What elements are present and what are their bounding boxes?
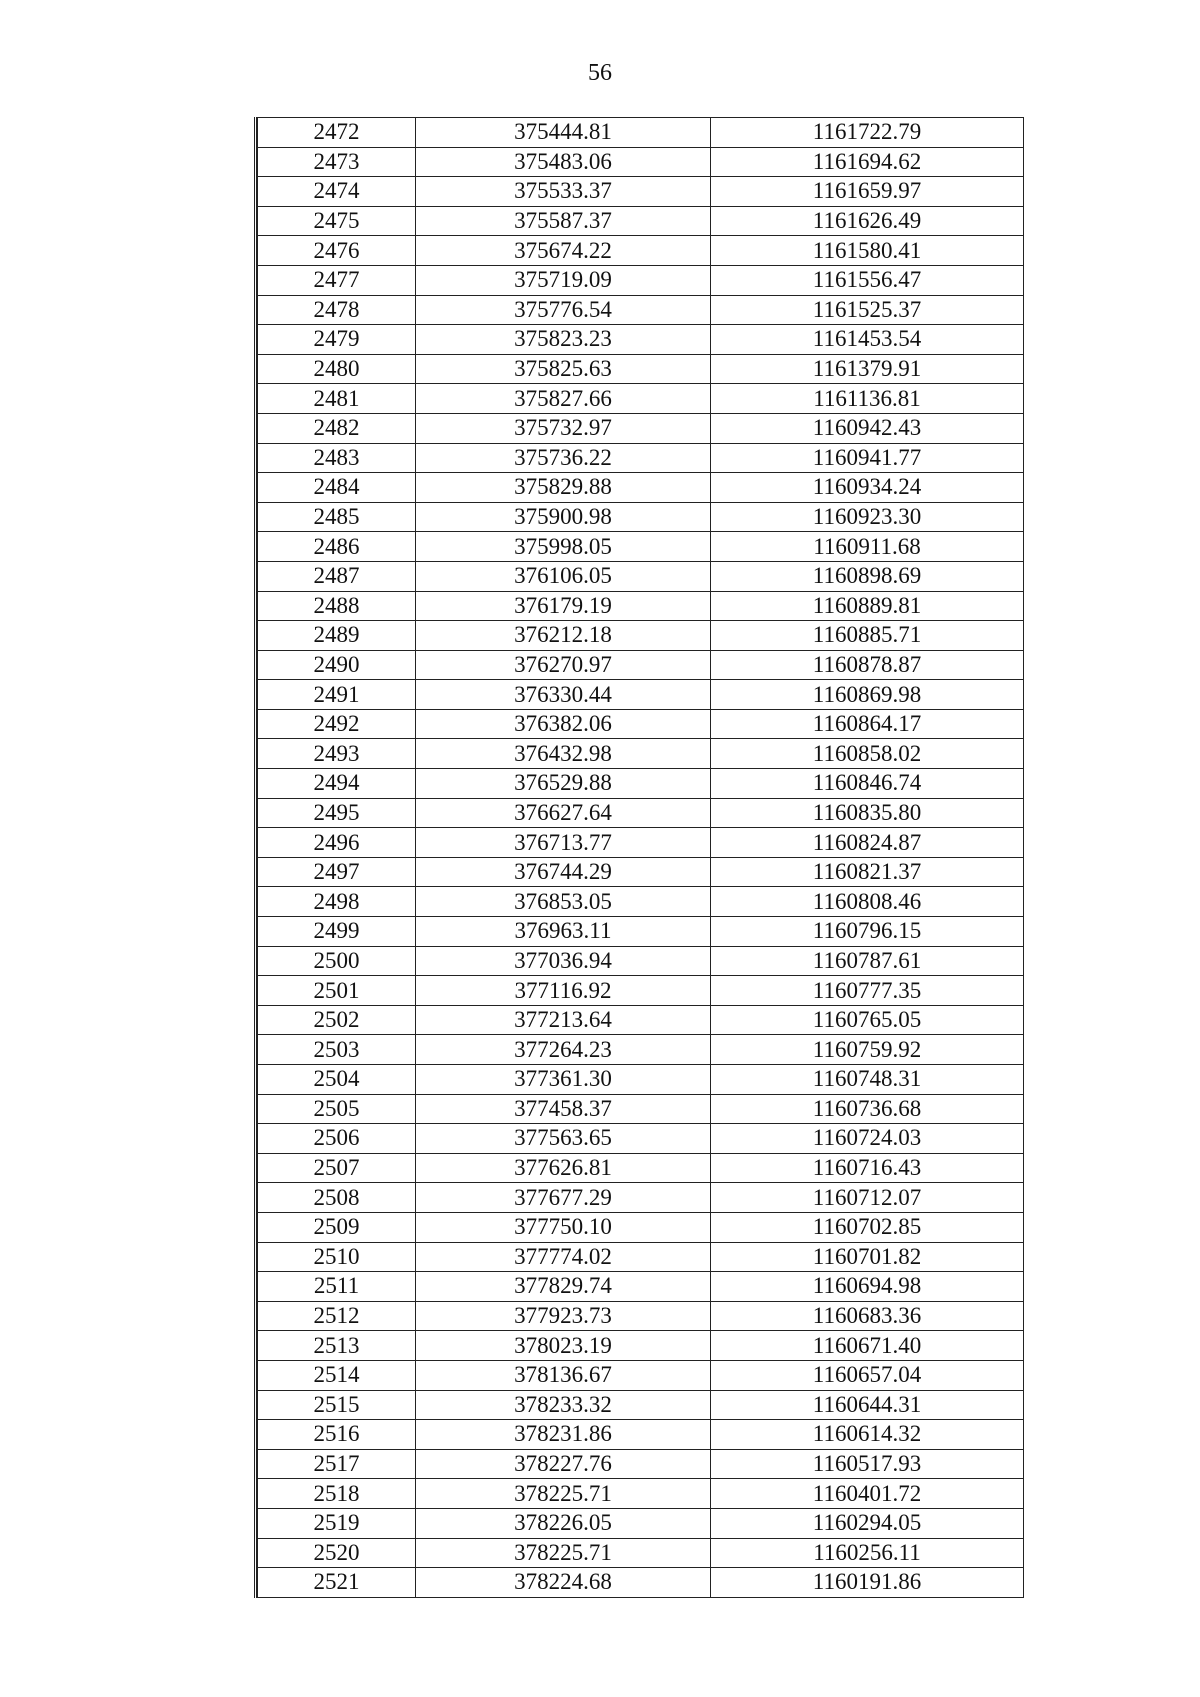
y-coordinate-cell: 1160808.46 bbox=[711, 887, 1024, 917]
table-row bbox=[258, 473, 1024, 503]
x-coordinate-cell: 375827.66 bbox=[416, 384, 711, 414]
point-number-cell: 2495 bbox=[258, 798, 416, 828]
table-row bbox=[258, 621, 1024, 651]
x-coordinate-cell: 375587.37 bbox=[416, 206, 711, 236]
point-number-cell: 2518 bbox=[258, 1479, 416, 1509]
point-number-cell: 2477 bbox=[258, 265, 416, 295]
y-coordinate-cell: 1160191.86 bbox=[711, 1568, 1024, 1598]
x-coordinate-cell: 375900.98 bbox=[416, 502, 711, 532]
table-row bbox=[258, 739, 1024, 769]
y-coordinate-cell: 1161626.49 bbox=[711, 206, 1024, 236]
point-number-cell: 2490 bbox=[258, 650, 416, 680]
x-coordinate-cell: 376744.29 bbox=[416, 857, 711, 887]
y-coordinate-cell: 1160911.68 bbox=[711, 532, 1024, 562]
table-row bbox=[258, 384, 1024, 414]
table-row bbox=[258, 709, 1024, 739]
y-coordinate-cell: 1160712.07 bbox=[711, 1183, 1024, 1213]
y-coordinate-cell: 1160294.05 bbox=[711, 1508, 1024, 1538]
point-number-cell: 2489 bbox=[258, 621, 416, 651]
table-row bbox=[258, 591, 1024, 621]
y-coordinate-cell: 1161659.97 bbox=[711, 177, 1024, 207]
coordinates-table bbox=[257, 117, 1024, 1598]
y-coordinate-cell: 1160517.93 bbox=[711, 1449, 1024, 1479]
table-row bbox=[258, 561, 1024, 591]
y-coordinate-cell: 1160787.61 bbox=[711, 946, 1024, 976]
point-number-cell: 2484 bbox=[258, 473, 416, 503]
x-coordinate-cell: 377458.37 bbox=[416, 1094, 711, 1124]
point-number-cell: 2474 bbox=[258, 177, 416, 207]
point-number-cell: 2508 bbox=[258, 1183, 416, 1213]
x-coordinate-cell: 375823.23 bbox=[416, 325, 711, 355]
table-row bbox=[258, 1212, 1024, 1242]
point-number-cell: 2494 bbox=[258, 769, 416, 799]
table-row bbox=[258, 680, 1024, 710]
x-coordinate-cell: 377116.92 bbox=[416, 976, 711, 1006]
point-number-cell: 2513 bbox=[258, 1331, 416, 1361]
page-number: 56 bbox=[588, 60, 612, 86]
point-number-cell: 2519 bbox=[258, 1508, 416, 1538]
coordinates-table-wrapper bbox=[254, 117, 1023, 1598]
point-number-cell: 2475 bbox=[258, 206, 416, 236]
point-number-cell: 2497 bbox=[258, 857, 416, 887]
point-number-cell: 2505 bbox=[258, 1094, 416, 1124]
y-coordinate-cell: 1160885.71 bbox=[711, 621, 1024, 651]
x-coordinate-cell: 375483.06 bbox=[416, 147, 711, 177]
point-number-cell: 2514 bbox=[258, 1360, 416, 1390]
y-coordinate-cell: 1160941.77 bbox=[711, 443, 1024, 473]
y-coordinate-cell: 1160824.87 bbox=[711, 828, 1024, 858]
y-coordinate-cell: 1160846.74 bbox=[711, 769, 1024, 799]
table-row bbox=[258, 1449, 1024, 1479]
x-coordinate-cell: 375829.88 bbox=[416, 473, 711, 503]
table-row bbox=[258, 1508, 1024, 1538]
y-coordinate-cell: 1160701.82 bbox=[711, 1242, 1024, 1272]
point-number-cell: 2491 bbox=[258, 680, 416, 710]
x-coordinate-cell: 376432.98 bbox=[416, 739, 711, 769]
point-number-cell: 2517 bbox=[258, 1449, 416, 1479]
table-row bbox=[258, 976, 1024, 1006]
point-number-cell: 2472 bbox=[258, 118, 416, 148]
point-number-cell: 2511 bbox=[258, 1272, 416, 1302]
y-coordinate-cell: 1161722.79 bbox=[711, 118, 1024, 148]
y-coordinate-cell: 1160702.85 bbox=[711, 1212, 1024, 1242]
x-coordinate-cell: 377677.29 bbox=[416, 1183, 711, 1213]
table-row bbox=[258, 147, 1024, 177]
x-coordinate-cell: 377213.64 bbox=[416, 1005, 711, 1035]
y-coordinate-cell: 1161556.47 bbox=[711, 265, 1024, 295]
point-number-cell: 2507 bbox=[258, 1153, 416, 1183]
table-row bbox=[258, 1538, 1024, 1568]
x-coordinate-cell: 376330.44 bbox=[416, 680, 711, 710]
x-coordinate-cell: 376963.11 bbox=[416, 917, 711, 947]
point-number-cell: 2478 bbox=[258, 295, 416, 325]
table-row bbox=[258, 1124, 1024, 1154]
y-coordinate-cell: 1160644.31 bbox=[711, 1390, 1024, 1420]
table-row bbox=[258, 1568, 1024, 1598]
y-coordinate-cell: 1160765.05 bbox=[711, 1005, 1024, 1035]
y-coordinate-cell: 1160821.37 bbox=[711, 857, 1024, 887]
table-row bbox=[258, 1360, 1024, 1390]
x-coordinate-cell: 377829.74 bbox=[416, 1272, 711, 1302]
table-row bbox=[258, 325, 1024, 355]
table-row bbox=[258, 769, 1024, 799]
x-coordinate-cell: 378231.86 bbox=[416, 1420, 711, 1450]
x-coordinate-cell: 377923.73 bbox=[416, 1301, 711, 1331]
table-row bbox=[258, 413, 1024, 443]
x-coordinate-cell: 375732.97 bbox=[416, 413, 711, 443]
x-coordinate-cell: 377626.81 bbox=[416, 1153, 711, 1183]
table-row bbox=[258, 295, 1024, 325]
x-coordinate-cell: 376627.64 bbox=[416, 798, 711, 828]
x-coordinate-cell: 376713.77 bbox=[416, 828, 711, 858]
y-coordinate-cell: 1160724.03 bbox=[711, 1124, 1024, 1154]
table-row bbox=[258, 1183, 1024, 1213]
point-number-cell: 2487 bbox=[258, 561, 416, 591]
y-coordinate-cell: 1160736.68 bbox=[711, 1094, 1024, 1124]
x-coordinate-cell: 376270.97 bbox=[416, 650, 711, 680]
table-row bbox=[258, 1094, 1024, 1124]
x-coordinate-cell: 378226.05 bbox=[416, 1508, 711, 1538]
x-coordinate-cell: 376853.05 bbox=[416, 887, 711, 917]
point-number-cell: 2509 bbox=[258, 1212, 416, 1242]
x-coordinate-cell: 378225.71 bbox=[416, 1479, 711, 1509]
table-row bbox=[258, 1301, 1024, 1331]
point-number-cell: 2515 bbox=[258, 1390, 416, 1420]
table-row bbox=[258, 265, 1024, 295]
x-coordinate-cell: 377774.02 bbox=[416, 1242, 711, 1272]
y-coordinate-cell: 1161525.37 bbox=[711, 295, 1024, 325]
x-coordinate-cell: 376212.18 bbox=[416, 621, 711, 651]
point-number-cell: 2481 bbox=[258, 384, 416, 414]
point-number-cell: 2482 bbox=[258, 413, 416, 443]
y-coordinate-cell: 1160858.02 bbox=[711, 739, 1024, 769]
point-number-cell: 2506 bbox=[258, 1124, 416, 1154]
point-number-cell: 2502 bbox=[258, 1005, 416, 1035]
point-number-cell: 2488 bbox=[258, 591, 416, 621]
table-row bbox=[258, 1479, 1024, 1509]
x-coordinate-cell: 378227.76 bbox=[416, 1449, 711, 1479]
y-coordinate-cell: 1161379.91 bbox=[711, 354, 1024, 384]
table-row bbox=[258, 828, 1024, 858]
y-coordinate-cell: 1160796.15 bbox=[711, 917, 1024, 947]
x-coordinate-cell: 378225.71 bbox=[416, 1538, 711, 1568]
table-row bbox=[258, 1242, 1024, 1272]
x-coordinate-cell: 378136.67 bbox=[416, 1360, 711, 1390]
x-coordinate-cell: 375736.22 bbox=[416, 443, 711, 473]
table-row bbox=[258, 1035, 1024, 1065]
x-coordinate-cell: 376179.19 bbox=[416, 591, 711, 621]
y-coordinate-cell: 1160759.92 bbox=[711, 1035, 1024, 1065]
y-coordinate-cell: 1160694.98 bbox=[711, 1272, 1024, 1302]
point-number-cell: 2510 bbox=[258, 1242, 416, 1272]
y-coordinate-cell: 1160864.17 bbox=[711, 709, 1024, 739]
y-coordinate-cell: 1160869.98 bbox=[711, 680, 1024, 710]
x-coordinate-cell: 377563.65 bbox=[416, 1124, 711, 1154]
table-row bbox=[258, 443, 1024, 473]
x-coordinate-cell: 375825.63 bbox=[416, 354, 711, 384]
y-coordinate-cell: 1161580.41 bbox=[711, 236, 1024, 266]
point-number-cell: 2512 bbox=[258, 1301, 416, 1331]
point-number-cell: 2473 bbox=[258, 147, 416, 177]
point-number-cell: 2486 bbox=[258, 532, 416, 562]
table-row bbox=[258, 917, 1024, 947]
x-coordinate-cell: 376106.05 bbox=[416, 561, 711, 591]
table-row bbox=[258, 1272, 1024, 1302]
point-number-cell: 2496 bbox=[258, 828, 416, 858]
table-body bbox=[258, 118, 1024, 1598]
point-number-cell: 2479 bbox=[258, 325, 416, 355]
y-coordinate-cell: 1160835.80 bbox=[711, 798, 1024, 828]
point-number-cell: 2503 bbox=[258, 1035, 416, 1065]
point-number-cell: 2499 bbox=[258, 917, 416, 947]
x-coordinate-cell: 378224.68 bbox=[416, 1568, 711, 1598]
point-number-cell: 2504 bbox=[258, 1065, 416, 1095]
y-coordinate-cell: 1160748.31 bbox=[711, 1065, 1024, 1095]
y-coordinate-cell: 1161694.62 bbox=[711, 147, 1024, 177]
y-coordinate-cell: 1160923.30 bbox=[711, 502, 1024, 532]
table-row bbox=[258, 1420, 1024, 1450]
point-number-cell: 2476 bbox=[258, 236, 416, 266]
table-row bbox=[258, 1390, 1024, 1420]
point-number-cell: 2521 bbox=[258, 1568, 416, 1598]
x-coordinate-cell: 375444.81 bbox=[416, 118, 711, 148]
table-row bbox=[258, 206, 1024, 236]
table-row bbox=[258, 1005, 1024, 1035]
x-coordinate-cell: 375719.09 bbox=[416, 265, 711, 295]
x-coordinate-cell: 376382.06 bbox=[416, 709, 711, 739]
point-number-cell: 2498 bbox=[258, 887, 416, 917]
y-coordinate-cell: 1161136.81 bbox=[711, 384, 1024, 414]
y-coordinate-cell: 1160934.24 bbox=[711, 473, 1024, 503]
x-coordinate-cell: 375533.37 bbox=[416, 177, 711, 207]
table-row bbox=[258, 532, 1024, 562]
y-coordinate-cell: 1160878.87 bbox=[711, 650, 1024, 680]
x-coordinate-cell: 375998.05 bbox=[416, 532, 711, 562]
table-row bbox=[258, 1153, 1024, 1183]
x-coordinate-cell: 377264.23 bbox=[416, 1035, 711, 1065]
y-coordinate-cell: 1160256.11 bbox=[711, 1538, 1024, 1568]
table-row bbox=[258, 118, 1024, 148]
table-row bbox=[258, 1331, 1024, 1361]
y-coordinate-cell: 1160889.81 bbox=[711, 591, 1024, 621]
table-row bbox=[258, 177, 1024, 207]
table-row bbox=[258, 798, 1024, 828]
x-coordinate-cell: 376529.88 bbox=[416, 769, 711, 799]
table-row bbox=[258, 650, 1024, 680]
point-number-cell: 2480 bbox=[258, 354, 416, 384]
y-coordinate-cell: 1160614.32 bbox=[711, 1420, 1024, 1450]
x-coordinate-cell: 378233.32 bbox=[416, 1390, 711, 1420]
y-coordinate-cell: 1160401.72 bbox=[711, 1479, 1024, 1509]
point-number-cell: 2500 bbox=[258, 946, 416, 976]
x-coordinate-cell: 375776.54 bbox=[416, 295, 711, 325]
x-coordinate-cell: 377750.10 bbox=[416, 1212, 711, 1242]
point-number-cell: 2483 bbox=[258, 443, 416, 473]
table-row bbox=[258, 887, 1024, 917]
y-coordinate-cell: 1160657.04 bbox=[711, 1360, 1024, 1390]
y-coordinate-cell: 1160898.69 bbox=[711, 561, 1024, 591]
y-coordinate-cell: 1160716.43 bbox=[711, 1153, 1024, 1183]
x-coordinate-cell: 377361.30 bbox=[416, 1065, 711, 1095]
point-number-cell: 2485 bbox=[258, 502, 416, 532]
table-row bbox=[258, 857, 1024, 887]
x-coordinate-cell: 378023.19 bbox=[416, 1331, 711, 1361]
table-row bbox=[258, 236, 1024, 266]
table-row bbox=[258, 1065, 1024, 1095]
point-number-cell: 2492 bbox=[258, 709, 416, 739]
point-number-cell: 2501 bbox=[258, 976, 416, 1006]
y-coordinate-cell: 1161453.54 bbox=[711, 325, 1024, 355]
table-row bbox=[258, 946, 1024, 976]
x-coordinate-cell: 375674.22 bbox=[416, 236, 711, 266]
point-number-cell: 2516 bbox=[258, 1420, 416, 1450]
x-coordinate-cell: 377036.94 bbox=[416, 946, 711, 976]
y-coordinate-cell: 1160671.40 bbox=[711, 1331, 1024, 1361]
point-number-cell: 2493 bbox=[258, 739, 416, 769]
table-row bbox=[258, 502, 1024, 532]
point-number-cell: 2520 bbox=[258, 1538, 416, 1568]
y-coordinate-cell: 1160777.35 bbox=[711, 976, 1024, 1006]
y-coordinate-cell: 1160942.43 bbox=[711, 413, 1024, 443]
table-row bbox=[258, 354, 1024, 384]
y-coordinate-cell: 1160683.36 bbox=[711, 1301, 1024, 1331]
